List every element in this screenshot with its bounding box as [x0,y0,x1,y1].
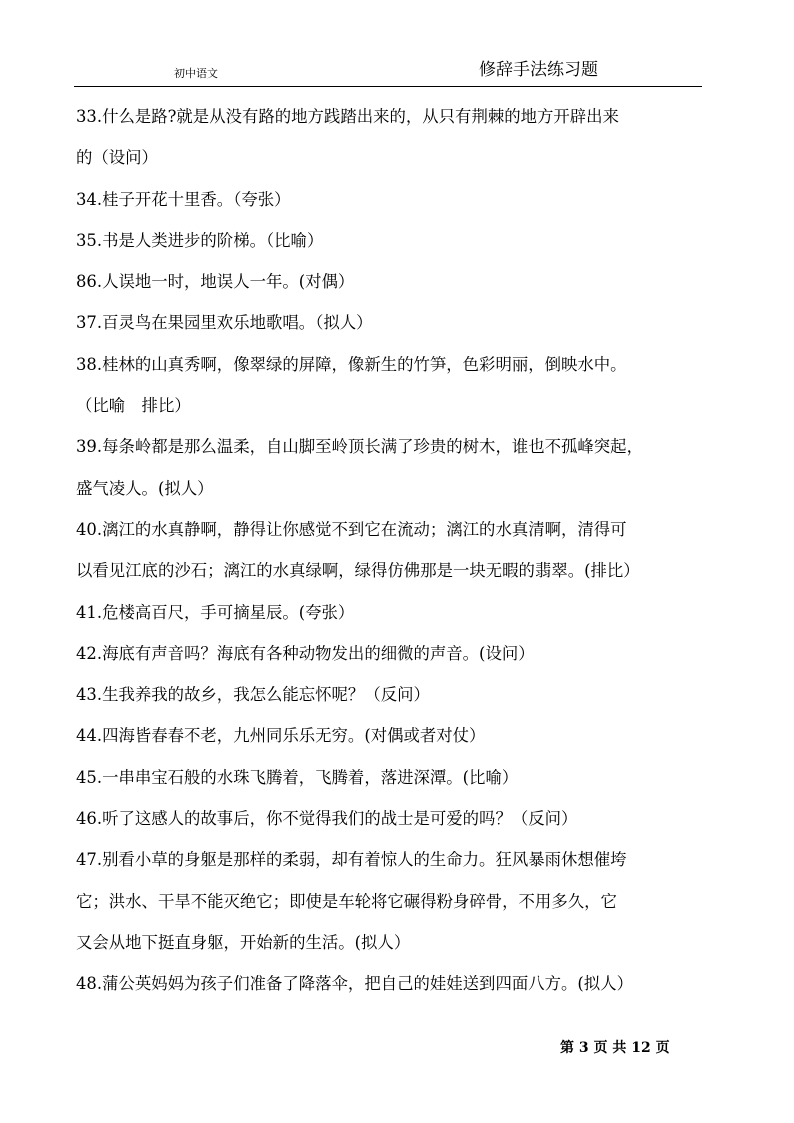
text-line: 43.生我养我的故乡，我怎么能忘怀呢？（反问） [76,685,430,705]
text-line: 37.百灵鸟在果园里欢乐地歌唱。（拟人） [76,313,373,333]
text-line: 42.海底有声音吗？海底有各种动物发出的细微的声音。(设问） [76,643,535,663]
text-line: 39.每条岭都是那么温柔，自山脚至岭顶长满了珍贵的树木，谁也不孤峰突起， [76,437,643,457]
text-line: 45.一串串宝石般的水珠飞腾着，飞腾着，落进深潭。(比喻） [76,767,519,787]
page-number: 第 3 页 共 12 页 [560,1040,670,1056]
text-line: 46.听了这感人的故事后，你不觉得我们的战士是可爱的吗？（反问） [76,809,578,829]
text-line: （比喻 排比） [76,396,191,416]
text-line: 47.别看小草的身躯是那样的柔弱，却有着惊人的生命力。狂风暴雨休想催垮 [76,850,627,870]
text-line: 86.人误地一时，地误人一年。(对偶） [76,272,355,292]
text-line: 35.书是人类进步的阶梯。（比喻） [76,230,324,250]
text-line: 以看见江底的沙石；漓江的水真绿啊，绿得仿佛那是一块无暇的翡翠。(排比） [76,561,640,581]
text-line: 41.危楼高百尺，手可摘星辰。(夸张） [76,602,355,622]
text-line: 的（设问） [76,148,158,168]
text-line: 48.蒲公英妈妈为孩子们准备了降落伞，把自己的娃娃送到四面八方。(拟人） [76,974,633,994]
document-body [76,104,702,1013]
text-line: 又会从地下挺直身躯，开始新的生活。(拟人） [76,932,411,952]
text-line: 34.桂子开花十里香。（夸张） [76,189,291,209]
text-line: 44.四海皆春春不老，九州同乐乐无穷。(对偶或者对仗） [76,726,486,746]
header-subject: 初中语文 [174,67,218,80]
text-line: 盛气凌人。(拟人） [76,478,214,498]
page-header [74,56,702,87]
text-line: 33.什么是路?就是从没有路的地方践踏出来的，从只有荆棘的地方开辟出来 [76,107,619,126]
text-line: 它；洪水、干旱不能灭绝它；即使是车轮将它碾得粉身碎骨，不用多久，它 [76,891,617,911]
header-title: 修辞手法练习题 [479,60,598,80]
text-line: 40.漓江的水真静啊，静得让你感觉不到它在流动；漓江的水真清啊，清得可 [76,519,627,539]
text-line: 38.桂林的山真秀啊，像翠绿的屏障，像新生的竹笋，色彩明丽，倒映水中。 [76,354,627,374]
